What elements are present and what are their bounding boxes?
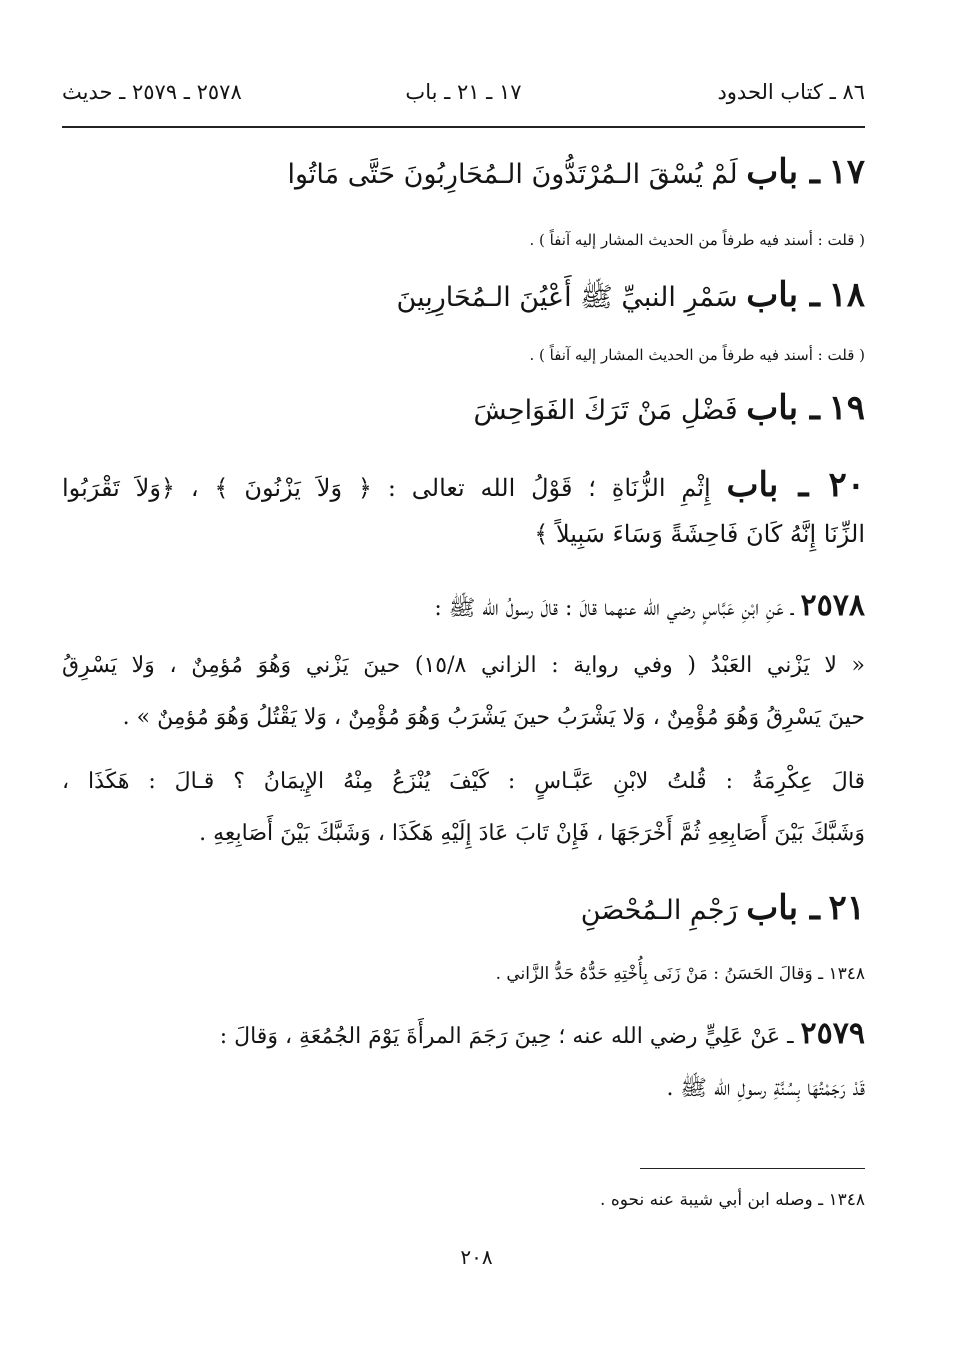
athar-1348: ١٣٤٨ ـ وَقالَ الحَسَنُ : مَنْ زَنَى بِأُخْتِهِ حَدُّهُ حَدُّ الزَّاني . (495, 964, 865, 984)
hadith-number: ٢٥٧٨ (800, 588, 865, 623)
hadith-2578 (62, 586, 865, 629)
bab-20-line-1: ٢٠ ـ باب إِثْمِ الزُّنَاةِ ؛ قَوْلُ الله تعالى : ﴿ وَلاَ يَزْنُونَ ﴾ ، ﴿وَلاَ تَقْرَبُوا (62, 465, 865, 505)
bab-20-title (62, 462, 865, 557)
bab-21-title: ٢١ ـ باب رَجْمِ الـمُحْصَنِ (580, 888, 865, 928)
hadith-2579-line-2: قَدْ رَجَمْتُهَا بِسُنَّةِ رسولِ الله ﷺ . (666, 1076, 865, 1101)
bab-18-note: ( قلت : أسند فيه طرفاً من الحديث المشار إليه آنفاً ) . (529, 346, 865, 364)
hadith-2578-line-3: حينَ يَسْرِقُ وَهُوَ مُؤْمِنٌ ، وَلا يَشْرَبُ حينَ يَشْرَبُ وَهُوَ مُؤْمِنٌ ، وَلا يَقْتُلُ وَهُوَ مُؤمِنٌ » . (122, 705, 865, 730)
bab-18-title: ١٨ ـ باب سَمْرِ النبيِّ ﷺ أَعْيُنَ الـمُحَارِبِينَ (396, 275, 865, 315)
ikrimah-text (62, 762, 865, 854)
footnote-rule (640, 1168, 865, 1169)
hadith-2578-line-5: وَشَبَّكَ بَيْنَ أَصَابِعِهِ ثُمَّ أَخْرَجَهَا ، فَإِنْ تَابَ عَادَ إِلَيْهِ هَكَذَا ، وَشَبَّكَ بَيْنَ أَصَابِعِهِ . (199, 821, 865, 846)
hadith-2579-line-1: ٢٥٧٩ ـ عَنْ عَلِيٍّ رضي الله عنه ؛ حِينَ رَجَمَ المرأَةَ يَوْمَ الجُمُعَةِ ، وَقالَ : (219, 1016, 865, 1051)
hadith-number: ٢٥٧٩ (800, 1016, 865, 1051)
bab-17-title: ١٧ ـ باب لَمْ يُسْقَ الـمُرْتَدُّونَ الـمُحَارِبُونَ حَتَّى مَاتُوا (287, 152, 865, 192)
header-hadith-range: ٢٥٧٨ ـ ٢٥٧٩ ـ حديث (62, 80, 242, 104)
hadith-2578-line-2: « لا يَزْني العَبْدُ ( وفي رواية : الزاني ١٥/٨) حينَ يَزْني وَهُوَ مُؤمِنٌ ، وَلا يَسْرِقُ (62, 653, 865, 678)
running-header (62, 80, 865, 120)
header-book-title: ٨٦ ـ كتاب الحدود (717, 80, 865, 104)
bab-17-note: ( قلت : أسند فيه طرفاً من الحديث المشار إليه آنفاً ) . (529, 231, 865, 249)
page-number: ٢٠٨ (460, 1245, 493, 1269)
footnote-1348: ١٣٤٨ ـ وصله ابن أبي شيبة عنه نحوه . (600, 1190, 865, 1210)
bab-20-line-2: الزِّنَا إِنَّهُ كَانَ فَاحِشَةً وَسَاءَ سَبِيلاً ﴾ (534, 520, 865, 548)
header-rule (62, 126, 865, 128)
bab-19-title: ١٩ ـ باب فَضْلِ مَنْ تَرَكَ الفَوَاحِشَ (473, 388, 865, 428)
hadith-2578-text (62, 646, 865, 738)
hadith-2578-line-4: قالَ عِكْرِمَةُ : قُلتُ لابْنِ عَبَّـاسٍ : كَيْفَ يُنْزَعُ مِنْهُ الإِيمَانُ ؟ قـالَ : هَكَذَا ، (62, 769, 865, 794)
hadith-2579 (62, 1014, 865, 1109)
hadith-2578-line-1: ٢٥٧٨ ـ عَنِ ابْنِ عَبَّاسٍ رضي الله عنهما قالَ : قالَ رسولُ الله ﷺ : (434, 588, 865, 623)
header-chapter-range: ١٧ ـ ٢١ ـ باب (405, 80, 522, 104)
